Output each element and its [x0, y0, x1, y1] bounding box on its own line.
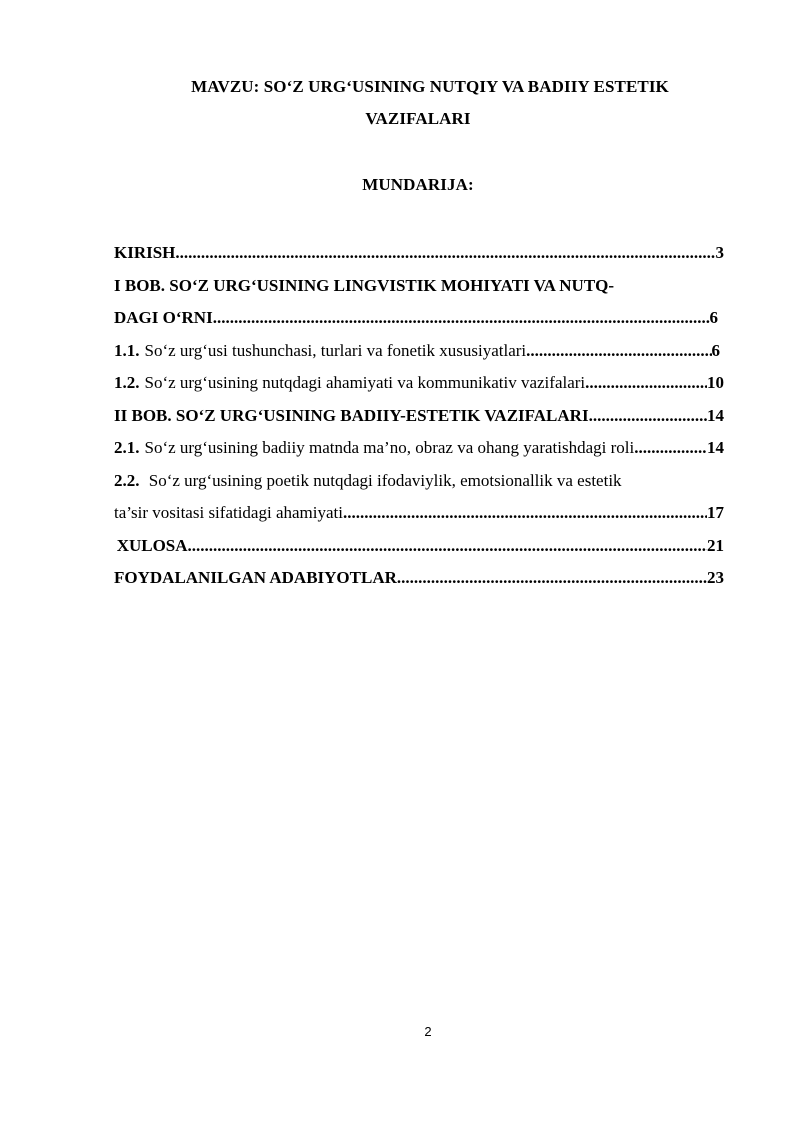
toc-entry-chapter-1-line-1[interactable]	[114, 270, 724, 303]
toc-page-number: 10	[707, 373, 724, 392]
contents-heading: MUNDARIJA:	[362, 175, 474, 194]
toc-entry-conclusion[interactable]	[114, 530, 724, 563]
toc-entry-section-2-2-line-2[interactable]	[114, 497, 724, 530]
toc-dot-leader	[188, 530, 707, 563]
toc-entry-section-1-2[interactable]	[114, 367, 724, 400]
toc-entry-section-2-2-line-1[interactable]	[114, 465, 724, 498]
toc-page-number: 21	[707, 535, 724, 555]
toc-dot-leader	[397, 562, 707, 595]
toc-page-number: 14	[707, 438, 724, 457]
toc-dot-leader	[634, 432, 707, 465]
toc-entry-label: II BOB. SO‘Z URG‘USINING BADIIY-ESTETIK VAZIFALARI	[114, 405, 589, 425]
toc-entry-label: I BOB. SO‘Z URG‘USINING LINGVISTIK MOHIYATI VA NUTQ-	[114, 275, 615, 295]
toc-page-number: 17	[707, 503, 724, 522]
toc-section-number: 1.1.	[114, 340, 140, 360]
toc-section-number: 2.1.	[114, 438, 140, 457]
toc-entry-label: So‘z urg‘usining badiiy matnda ma’no, obraz va ohang yaratishdagi roli	[144, 438, 635, 457]
document-title-line-1: MAVZU: SO‘Z URG‘USINING NUTQIY VA BADIIY ESTETIK	[191, 77, 669, 96]
toc-page-number: 6	[709, 308, 718, 327]
toc-entry-chapter-2[interactable]	[114, 400, 724, 433]
toc-entry-label: So‘z urg‘usining nutqdagi ahamiyati va kommunikativ vazifalari	[144, 373, 586, 392]
toc-page-number: 6	[711, 340, 720, 360]
toc-entry-chapter-1-line-2[interactable]	[114, 302, 724, 335]
toc-page-number: 3	[715, 243, 724, 262]
toc-entry-introduction[interactable]	[114, 237, 724, 270]
toc-entry-section-1-1[interactable]	[114, 335, 724, 368]
toc-entry-label: FOYDALANILGAN ADABIYOTLAR	[114, 568, 397, 587]
toc-dot-leader	[589, 400, 707, 433]
toc-entry-label: So‘z urg‘usi tushunchasi, turlari va fonetik xususiyatlari	[144, 340, 527, 360]
toc-dot-leader	[213, 302, 710, 335]
toc-entry-references[interactable]	[114, 562, 724, 595]
toc-dot-leader	[526, 335, 711, 368]
toc-page-number: 23	[707, 568, 724, 587]
toc-section-number: 2.2.	[114, 470, 140, 490]
toc-section-number: 1.2.	[114, 373, 140, 392]
toc-dot-leader	[175, 237, 715, 270]
toc-entry-section-2-1[interactable]	[114, 432, 724, 465]
toc-entry-label: XULOSA	[116, 535, 188, 555]
toc-page-number: 14	[707, 405, 724, 425]
toc-entry-label: DAGI O‘RNI	[114, 308, 213, 327]
toc-dot-leader	[343, 497, 707, 530]
toc-entry-label: KIRISH	[114, 243, 176, 262]
toc-entry-label: So‘z urg‘usining poetik nutqdagi ifodaviylik, emotsionallik va estetik	[148, 470, 622, 490]
page-number: 2	[424, 1024, 432, 1039]
table-of-contents	[114, 237, 724, 595]
document-title-line-2: VAZIFALARI	[365, 109, 471, 128]
toc-entry-label: ta’sir vositasi sifatidagi ahamiyati	[114, 503, 343, 522]
toc-dot-leader	[585, 367, 707, 400]
